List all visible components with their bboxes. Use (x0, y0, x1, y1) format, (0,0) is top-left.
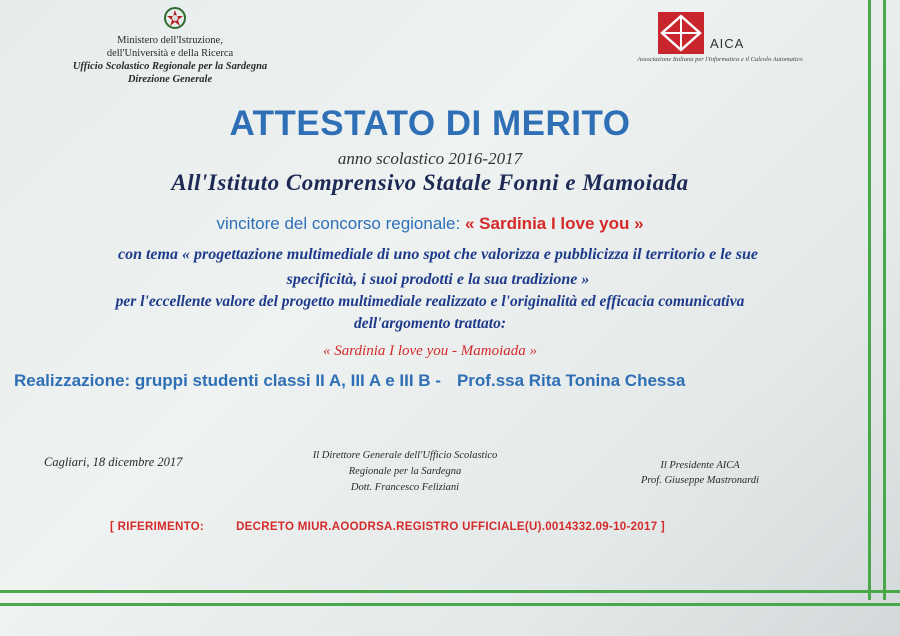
excellence-block (0, 291, 860, 335)
president-line: Il Presidente AICA (660, 460, 740, 471)
green-border-right (868, 0, 886, 600)
green-border-bottom (0, 590, 900, 606)
excellence-line-2: dell'argomento trattato: (354, 315, 506, 332)
italian-republic-emblem-icon (163, 4, 187, 32)
excellence-line-1: per l'eccellente valore del progetto multimediale realizzato e l'originalità ed efficacia comunicativa (115, 293, 745, 310)
winner-line (0, 214, 860, 234)
theme-line-2: specificità, i suoi prodotti e la sua tradizione » (286, 271, 590, 288)
theme-block (18, 242, 858, 292)
reference-value: DECRETO MIUR.AOODRSA.REGISTRO UFFICIALE(U).0014332.09-10-2017 ] (236, 521, 666, 533)
president-line: Prof. Giuseppe Mastronardi (640, 475, 760, 486)
reference-label: [ RIFERIMENTO: (110, 521, 205, 533)
theme-line-1: « progettazione multimediale di uno spot che valorizza e pubblicizza il territorio e le sue (181, 246, 758, 263)
ministry-line: Ufficio Scolastico Regionale per la Sardegna (72, 61, 268, 72)
school-year: anno scolastico 2016-2017 (337, 149, 523, 168)
director-line: Dott. Francesco Feliziani (350, 482, 460, 493)
ministry-line: Direzione Generale (127, 74, 213, 85)
director-signature (280, 448, 530, 496)
realization-line (14, 371, 874, 391)
certificate-title: ATTESTATO DI MERITO (229, 104, 631, 143)
reference-line (110, 521, 870, 533)
president-signature (620, 458, 780, 488)
ministry-line: dell'Università e della Ricerca (106, 48, 234, 59)
director-line: Regionale per la Sardegna (348, 466, 462, 477)
place-date: Cagliari, 18 dicembre 2017 (44, 455, 183, 469)
ministry-line: Ministero dell'Istruzione, (117, 35, 223, 46)
ministry-header (40, 34, 300, 86)
contest-name: « Sardinia I love you » (464, 214, 644, 233)
theme-lead: con tema (117, 246, 178, 263)
realization-text: Realizzazione: gruppi studenti classi II A, III A e III B - (14, 371, 441, 390)
director-line: Il Direttore Generale dell'Ufficio Scolastico (312, 450, 498, 461)
teacher-name: Prof.ssa Rita Tonina Chessa (456, 371, 686, 390)
winner-prefix: vincitore del concorso regionale: (216, 214, 461, 233)
school-name: All'Istituto Comprensivo Statale Fonni e Mamoiada (171, 170, 689, 195)
aica-logo-icon (658, 12, 704, 54)
aica-name: AICA (710, 36, 745, 51)
project-title: « Sardinia I love you - Mamoiada » (323, 343, 537, 359)
aica-subtitle: Associazione Italiana per l'Informatica e il Calcolo Automatico (637, 56, 803, 63)
